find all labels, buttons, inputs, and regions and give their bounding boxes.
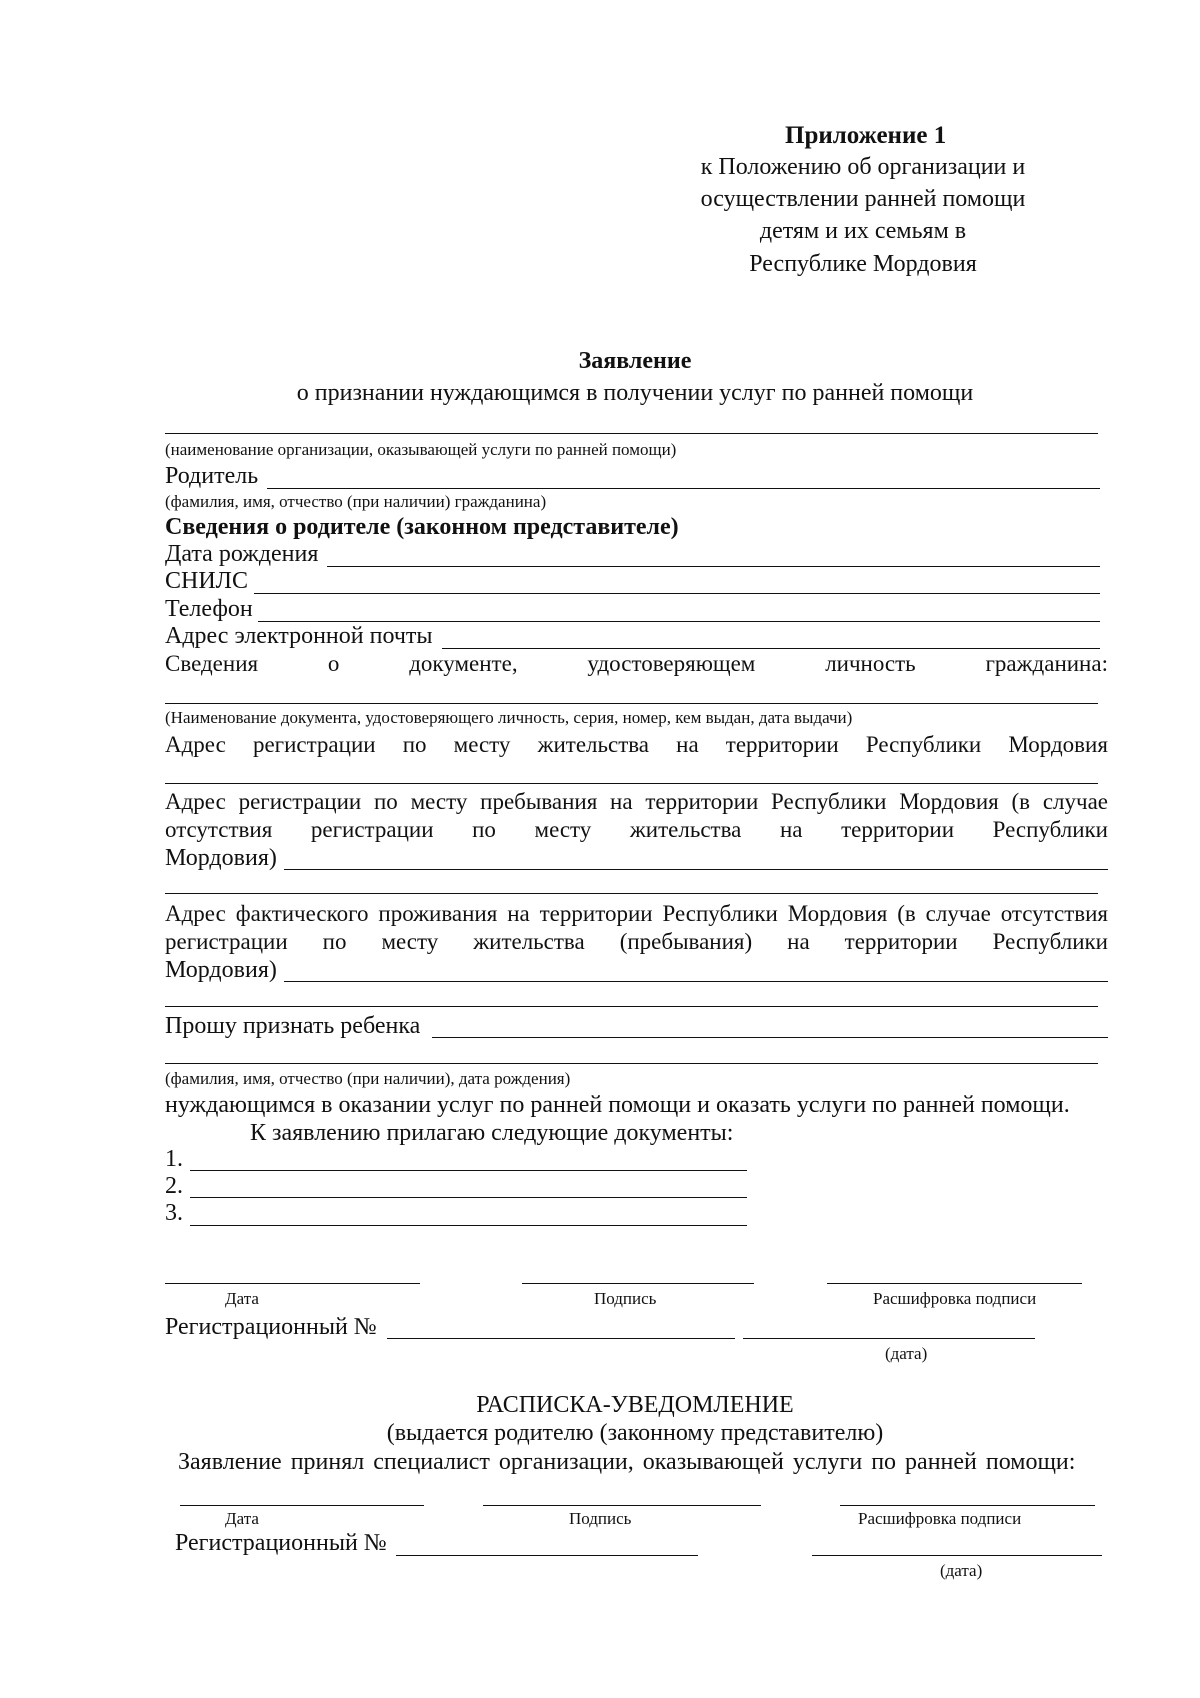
sig1-decode-caption: Расшифровка подписи <box>873 1289 1037 1308</box>
addr-res-word-5: жительства <box>537 732 650 757</box>
id-doc-word-4: удостоверяющем <box>587 651 756 676</box>
snils-label: СНИЛС <box>165 568 248 594</box>
registration-date-line-2[interactable] <box>812 1555 1102 1556</box>
registration-date-caption-2: (дата) <box>940 1561 983 1580</box>
sig1-date-line[interactable] <box>165 1283 420 1284</box>
parent-label: Родитель <box>165 463 259 489</box>
id-doc-label <box>165 651 1108 677</box>
sig1-date-caption: Дата <box>225 1289 259 1308</box>
addr-stay-text: Адрес регистрации по месту пребывания на территории Республики Мордовия (в случае отсутствия регистрации по месту жительства на территории Республики <box>165 789 1108 842</box>
registration-label-2: Регистрационный № <box>175 1530 387 1556</box>
attachment-number-1: 1. <box>165 1146 183 1172</box>
request-caption: (фамилия, имя, отчество (при наличии), дата рождения) <box>165 1069 571 1088</box>
addr-residence-fill-line[interactable] <box>165 783 1098 784</box>
receipt-title: РАСПИСКА-УВЕДОМЛЕНИЕ <box>476 1392 794 1418</box>
parent-fill-line[interactable] <box>267 488 1100 489</box>
phone-fill-line[interactable] <box>258 621 1100 622</box>
org-caption: (наименование организации, оказывающей услуги по ранней помощи) <box>165 440 677 459</box>
appendix-title: Приложение 1 <box>785 122 947 149</box>
email-fill-line[interactable] <box>442 648 1100 649</box>
attachment-number-2: 2. <box>165 1173 183 1199</box>
registration-number-line-2[interactable] <box>396 1555 698 1556</box>
id-doc-word-5: личность <box>825 651 916 676</box>
attachments-intro: К заявлению прилагаю следующие документы: <box>250 1120 734 1146</box>
attachment-fill-line-3[interactable] <box>190 1225 747 1226</box>
addr-actual-fill-line[interactable] <box>284 981 1108 982</box>
addr-stay-fill-line-2[interactable] <box>165 893 1098 894</box>
addr-res-word-8: Республики <box>865 732 982 757</box>
sig2-signature-line[interactable] <box>483 1505 761 1506</box>
sig2-decode-caption: Расшифровка подписи <box>858 1509 1022 1528</box>
addr-res-word-7: территории <box>725 732 839 757</box>
addr-stay-fill-line[interactable] <box>284 869 1108 870</box>
sig2-decode-line[interactable] <box>840 1505 1095 1506</box>
id-doc-word-3: документе, <box>409 651 518 676</box>
appendix-line-1: к Положению об организации и <box>700 154 1026 180</box>
attachment-fill-line-2[interactable] <box>190 1197 747 1198</box>
addr-res-word-9: Мордовия <box>1008 732 1108 757</box>
registration-date-line-1[interactable] <box>743 1338 1035 1339</box>
request-continuation: нуждающимся в оказании услуг по ранней помощи и оказать услуги по ранней помощи. <box>165 1092 1070 1118</box>
addr-actual-fill-line-2[interactable] <box>165 1006 1098 1007</box>
parent-info-heading: Сведения о родителе (законном представителе) <box>165 514 679 540</box>
attachment-fill-line-1[interactable] <box>190 1170 747 1171</box>
sig1-signature-line[interactable] <box>522 1283 754 1284</box>
addr-res-word-4: месту <box>453 732 511 757</box>
id-doc-word-1: Сведения <box>165 651 259 676</box>
sig2-signature-caption: Подпись <box>569 1509 632 1528</box>
addr-actual-text: Адрес фактического проживания на территории Республики Мордовия (в случае отсутствия регистрации по месту жительства (пребывания) на территории Республики <box>165 901 1108 954</box>
appendix-line-4: Республике Мордовия <box>749 251 977 277</box>
phone-label: Телефон <box>165 596 253 622</box>
sig1-decode-line[interactable] <box>827 1283 1082 1284</box>
parent-caption: (фамилия, имя, отчество (при наличии) гражданина) <box>165 492 547 511</box>
id-doc-caption: (Наименование документа, удостоверяющего личность, серия, номер, кем выдан, дата выдачи) <box>165 708 853 727</box>
receipt-text: Заявление принял специалист организации, оказывающей услуги по ранней помощи: <box>178 1449 1076 1475</box>
sig1-signature-caption: Подпись <box>594 1289 657 1308</box>
attachment-number-3: 3. <box>165 1200 183 1226</box>
sig2-date-line[interactable] <box>180 1505 424 1506</box>
addr-res-word-2: регистрации <box>252 732 376 757</box>
addr-res-word-3: по <box>402 732 427 757</box>
statement-subtitle: о признании нуждающимся в получении услуг по ранней помощи <box>296 380 974 406</box>
addr-stay-last: Мордовия) <box>165 845 277 871</box>
addr-res-word-6: на <box>676 732 699 757</box>
birth-date-label: Дата рождения <box>165 541 319 567</box>
request-label: Прошу признать ребенка <box>165 1013 421 1039</box>
addr-actual-last: Мордовия) <box>165 957 277 983</box>
registration-date-caption-1: (дата) <box>885 1344 928 1363</box>
id-doc-word-6: гражданина: <box>985 651 1108 676</box>
sig2-date-caption: Дата <box>225 1509 259 1528</box>
statement-title: Заявление <box>578 348 692 374</box>
email-label: Адрес электронной почты <box>165 623 433 649</box>
id-doc-word-2: о <box>327 651 340 676</box>
id-doc-fill-line[interactable] <box>165 703 1098 704</box>
request-fill-line[interactable] <box>432 1037 1108 1038</box>
receipt-subtitle: (выдается родителю (законному представителю) <box>386 1420 884 1446</box>
request-fill-line-2[interactable] <box>165 1063 1098 1064</box>
snils-fill-line[interactable] <box>254 593 1100 594</box>
addr-res-word-1: Адрес <box>165 732 226 757</box>
registration-number-line-1[interactable] <box>387 1338 735 1339</box>
appendix-line-2: осуществлении ранней помощи <box>700 186 1026 212</box>
appendix-line-3: детям и их семьям в <box>759 218 967 244</box>
birth-date-fill-line[interactable] <box>327 566 1100 567</box>
addr-residence-label <box>165 732 1108 758</box>
org-fill-line[interactable] <box>165 433 1098 434</box>
registration-label-1: Регистрационный № <box>165 1314 377 1340</box>
